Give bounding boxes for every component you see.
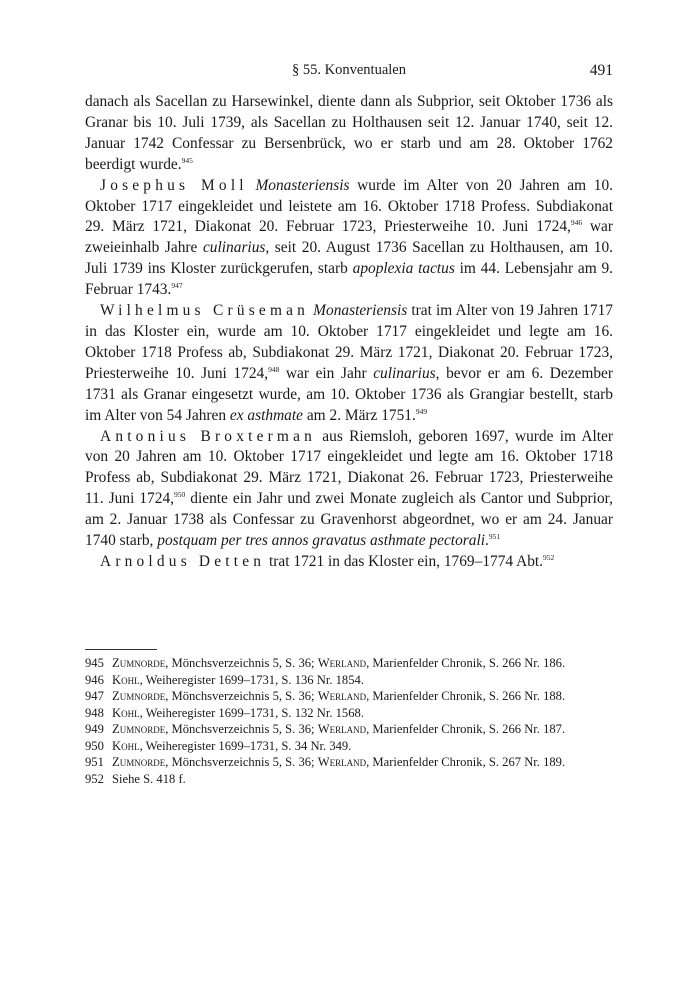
section-title: § 55. Konventualen bbox=[292, 62, 406, 78]
latin-term: culinarius bbox=[202, 239, 266, 257]
paragraph: Arnoldus Detten trat 1721 in das Kloster ein, 1769–1774 Abt.$^{952}$ bbox=[100, 552, 555, 570]
author-name: Werland bbox=[317, 755, 367, 769]
footnote-number: 947 bbox=[85, 689, 104, 703]
paragraph: danach als Sacellan zu Harsewinkel, diente dann als Subprior, seit Oktober 1736 als Granar bis 10. Juli 1739, als Sacellan zu Holthausen seit 12. Januar 1740, seit 12. Januar 1742 Confessar zu Bersenbrück, wo er starb und am 28. Oktober 1762 beerdigt wurde.$^{945}$ bbox=[85, 93, 613, 173]
author-name: Kohl bbox=[112, 672, 140, 687]
footnote-number: 948 bbox=[85, 705, 104, 720]
author-name: Kohl bbox=[112, 705, 140, 720]
author-name: Werland bbox=[317, 689, 367, 703]
footnote-ref: 948 bbox=[268, 364, 280, 374]
footnote-ref: 949 bbox=[415, 406, 428, 416]
footnote-ref: 945 bbox=[181, 155, 193, 165]
paragraph: Wilhelmus Crüseman Monasteriensis trat im Alter von 19 Jahren 1717 in das Kloster ein, wurde am 10. Oktober 1717 eingekleidet und legte am 16. Oktober 1718 Profess ab, Subdiakonat 29. März 1721, Diakonat 20. Februar 1723, Priesterweihe 10. Juni 1724,$^{948}$ war ein Jahr culinarius, bevor er am 6. Dezember 1731 als Granar eingesetzt wurde, am 10. Oktober 1736 als Grangiar bestellt, starb im Alter von 54 Jahren ex asthmate am 2. März 1751.$^{949}$ bbox=[85, 302, 614, 424]
footnote-number: 951 bbox=[85, 755, 104, 769]
latin-term: culinarius bbox=[373, 364, 436, 382]
latin-term: apoplexia tactus bbox=[352, 260, 455, 278]
author-name: Zumnorde bbox=[112, 656, 166, 670]
running-header bbox=[85, 62, 613, 82]
latin-term: Monasteriensis bbox=[313, 302, 408, 320]
author-name: Zumnorde bbox=[112, 755, 166, 769]
person-name: Arnoldus Detten bbox=[100, 552, 266, 570]
author-name: Zumnorde bbox=[112, 722, 166, 736]
author-name: Kohl bbox=[112, 738, 140, 753]
footnote-ref: 947 bbox=[171, 281, 183, 291]
footnote-ref: 946 bbox=[570, 218, 583, 228]
footnote-ref: 951 bbox=[488, 532, 501, 542]
footnotes bbox=[85, 655, 613, 787]
footnote-number: 945 bbox=[85, 656, 104, 670]
author-name: Werland bbox=[317, 722, 367, 736]
page-number: 491 bbox=[589, 62, 613, 79]
person-name: Wilhelmus Crüseman bbox=[100, 302, 310, 320]
footnote: 952 Siehe S. 418 f. bbox=[85, 771, 186, 786]
footnote: 947 Zumnorde, Mönchsverzeichnis 5, S. 36; Werland, Marienfelder Chronik, S. 266 Nr. 188. bbox=[85, 689, 566, 703]
author-name: Zumnorde bbox=[112, 689, 166, 703]
main-text bbox=[85, 92, 613, 573]
footnote: 946 Kohl, Weiheregister 1699–1731, S. 136 Nr. 1854. bbox=[85, 672, 364, 687]
footnote: 949 Zumnorde, Mönchsverzeichnis 5, S. 36; Werland, Marienfelder Chronik, S. 266 Nr. 187. bbox=[85, 722, 566, 736]
footnote-ref: 952 bbox=[543, 552, 555, 562]
paragraph: Josephus Moll Monasteriensis wurde im Alter von 20 Jahren am 10. Oktober 1717 eingekleidet und leistete am 16. Oktober 1718 Profess. Subdiakonat 29. März 1721, Diakonat 20. Februar 1723, Priesterweihe 10. Juni 1724,$^{946}$ war zweieinhalb Jahre culinarius, seit 20. August 1736 Sacellan zu Holthausen, am 10. Juli 1739 ins Kloster zurückgerufen, starb apoplexia tactus im 44. Lebensjahr am 9. Februar 1743.$^{947}$ bbox=[85, 176, 614, 299]
latin-term: Monasteriensis bbox=[255, 176, 350, 194]
footnote-number: 946 bbox=[85, 672, 104, 687]
paragraph: Antonius Broxterman aus Riemsloh, geboren 1697, wurde im Alter von 20 Jahren am 10. Oktober 1717 eingekleidet und legte am 16. Oktober 1718 Profess ab, Subdiakonat 29. März 1721, Diakonat 26. Februar 1723, Priesterweihe 11. Juni 1724,$^{950}$ diente ein Jahr und zwei Monate zugleich als Cantor und Subprior, am 2. Januar 1738 als Confessar zu Gravenhorst abgeordnet, wo er am 24. Januar 1740 starb, postquam per tres annos gravatus asthmate pectorali.$^{951}$ bbox=[85, 427, 613, 550]
latin-term: postquam per tres annos gravatus asthmate pectorali bbox=[157, 532, 485, 550]
footnote-number: 950 bbox=[85, 738, 104, 753]
footnote: 948 Kohl, Weiheregister 1699–1731, S. 132 Nr. 1568. bbox=[85, 705, 364, 720]
author-name: Werland bbox=[317, 656, 367, 670]
latin-term: ex asthmate bbox=[229, 406, 303, 424]
footnote-number: 952 bbox=[85, 771, 104, 786]
person-name: Antonius Broxterman bbox=[100, 427, 317, 445]
footnote: 945 Zumnorde, Mönchsverzeichnis 5, S. 36; Werland, Marienfelder Chronik, S. 266 Nr. 186. bbox=[85, 656, 566, 670]
footnote: 950 Kohl, Weiheregister 1699–1731, S. 34 Nr. 349. bbox=[85, 738, 352, 753]
footnote-separator bbox=[85, 649, 157, 650]
footnote-ref: 950 bbox=[174, 490, 186, 500]
footnote-number: 949 bbox=[85, 722, 104, 736]
person-name: Josephus Moll bbox=[100, 176, 248, 194]
footnote: 951 Zumnorde, Mönchsverzeichnis 5, S. 36; Werland, Marienfelder Chronik, S. 267 Nr. 189. bbox=[85, 755, 566, 769]
